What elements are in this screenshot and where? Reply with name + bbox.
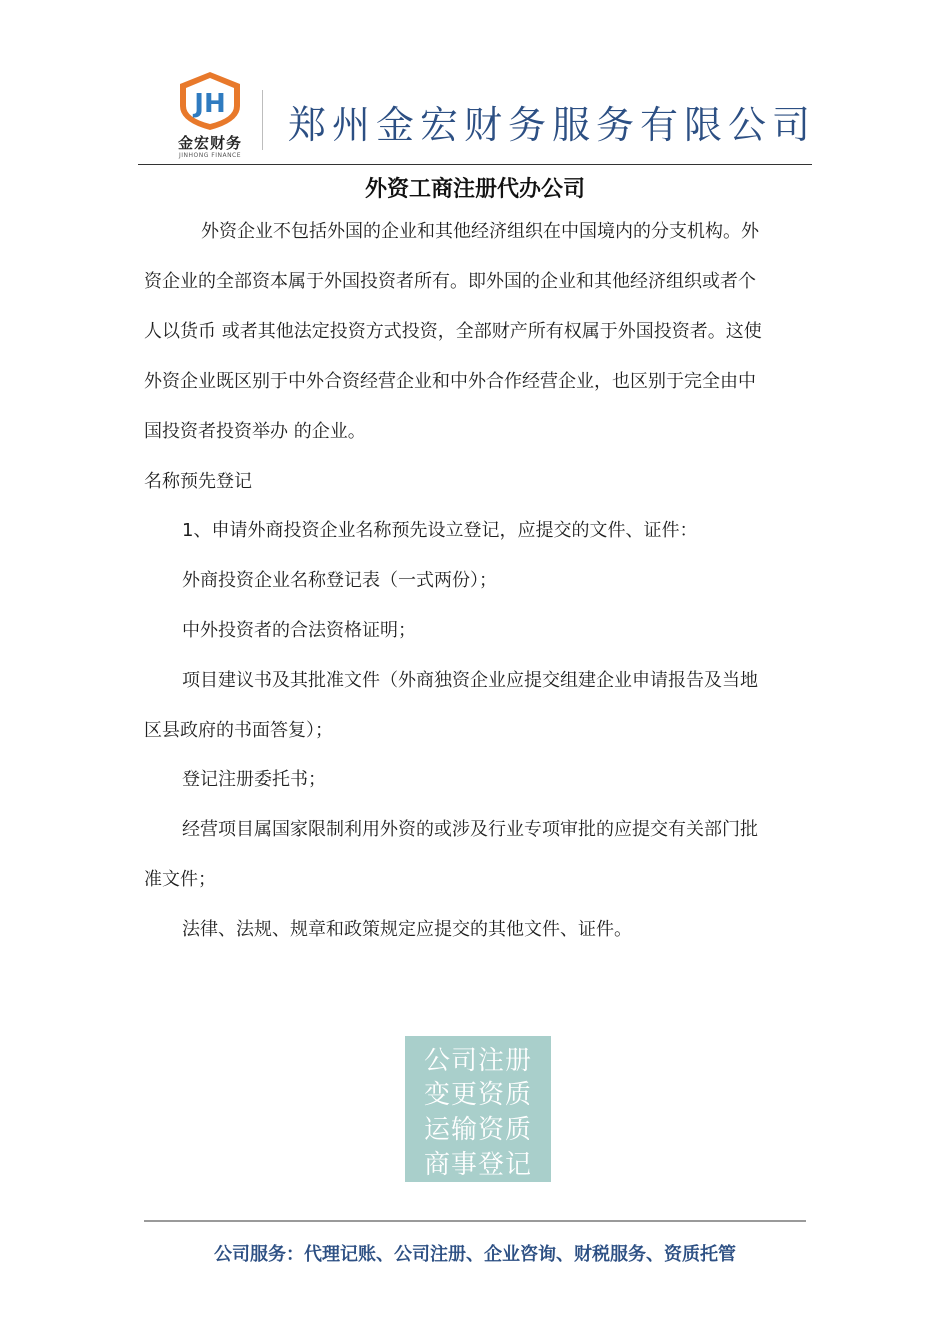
company-name: 郑州金宏财务服务有限公司 [288, 103, 817, 147]
list-item: 法律、法规、规章和政策规定应提交的其他文件、证件。 [182, 919, 632, 940]
page-header [138, 66, 817, 165]
logo-english-name: JINHONG FINANCE [178, 152, 242, 159]
paragraph-line: 资企业的全部资本属于外国投资者所有。即外国的企业和其他经济组织或者个 [144, 271, 756, 292]
paragraph-line: 外资企业不包括外国的企业和其他经济组织在中国境内的分支机构。外 [201, 221, 759, 242]
list-item: 经营项目属国家限制利用外资的或涉及行业专项审批的应提交有关部门批 [182, 819, 758, 840]
list-item-continuation: 区县政府的书面答复）； [144, 720, 333, 741]
document-title: 外资工商注册代办公司 [364, 177, 585, 202]
list-item: 登记注册委托书； [182, 769, 326, 790]
badge-line: 公司注册 [423, 1046, 532, 1076]
list-item-continuation: 准文件； [144, 869, 216, 890]
header-divider [262, 90, 263, 150]
shield-logo-icon [168, 70, 252, 132]
logo-letters: JH [194, 89, 226, 119]
logo-chinese-name: 金宏财务 [177, 134, 242, 152]
badge-line: 商事登记 [423, 1150, 532, 1180]
company-logo [168, 70, 252, 158]
paragraph-line: 国投资者投资举办 的企业。 [144, 421, 366, 442]
list-item: 外商投资企业名称登记表（一式两份）； [182, 570, 497, 591]
footer-divider [144, 1220, 806, 1222]
badge-line: 变更资质 [423, 1080, 532, 1110]
section-heading: 名称预先登记 [144, 471, 252, 492]
badge-line: 运输资质 [423, 1115, 532, 1145]
list-item: 项目建议书及其批准文件（外商独资企业应提交组建企业申请报告及当地 [182, 670, 758, 691]
paragraph-line: 外资企业既区别于中外合资经营企业和中外合作经营企业，也区别于完全由中 [144, 371, 756, 392]
services-badge-image [405, 1036, 551, 1182]
list-item: 1、申请外商投资企业名称预先设立登记，应提交的文件、证件： [182, 520, 698, 541]
list-item: 中外投资者的合法资格证明； [182, 620, 416, 641]
paragraph-line: 人以货币 或者其他法定投资方式投资，全部财产所有权属于外国投资者。这使 [144, 321, 762, 342]
footer-services: 公司服务：代理记账、公司注册、企业咨询、财税服务、资质托管 [214, 1244, 736, 1265]
